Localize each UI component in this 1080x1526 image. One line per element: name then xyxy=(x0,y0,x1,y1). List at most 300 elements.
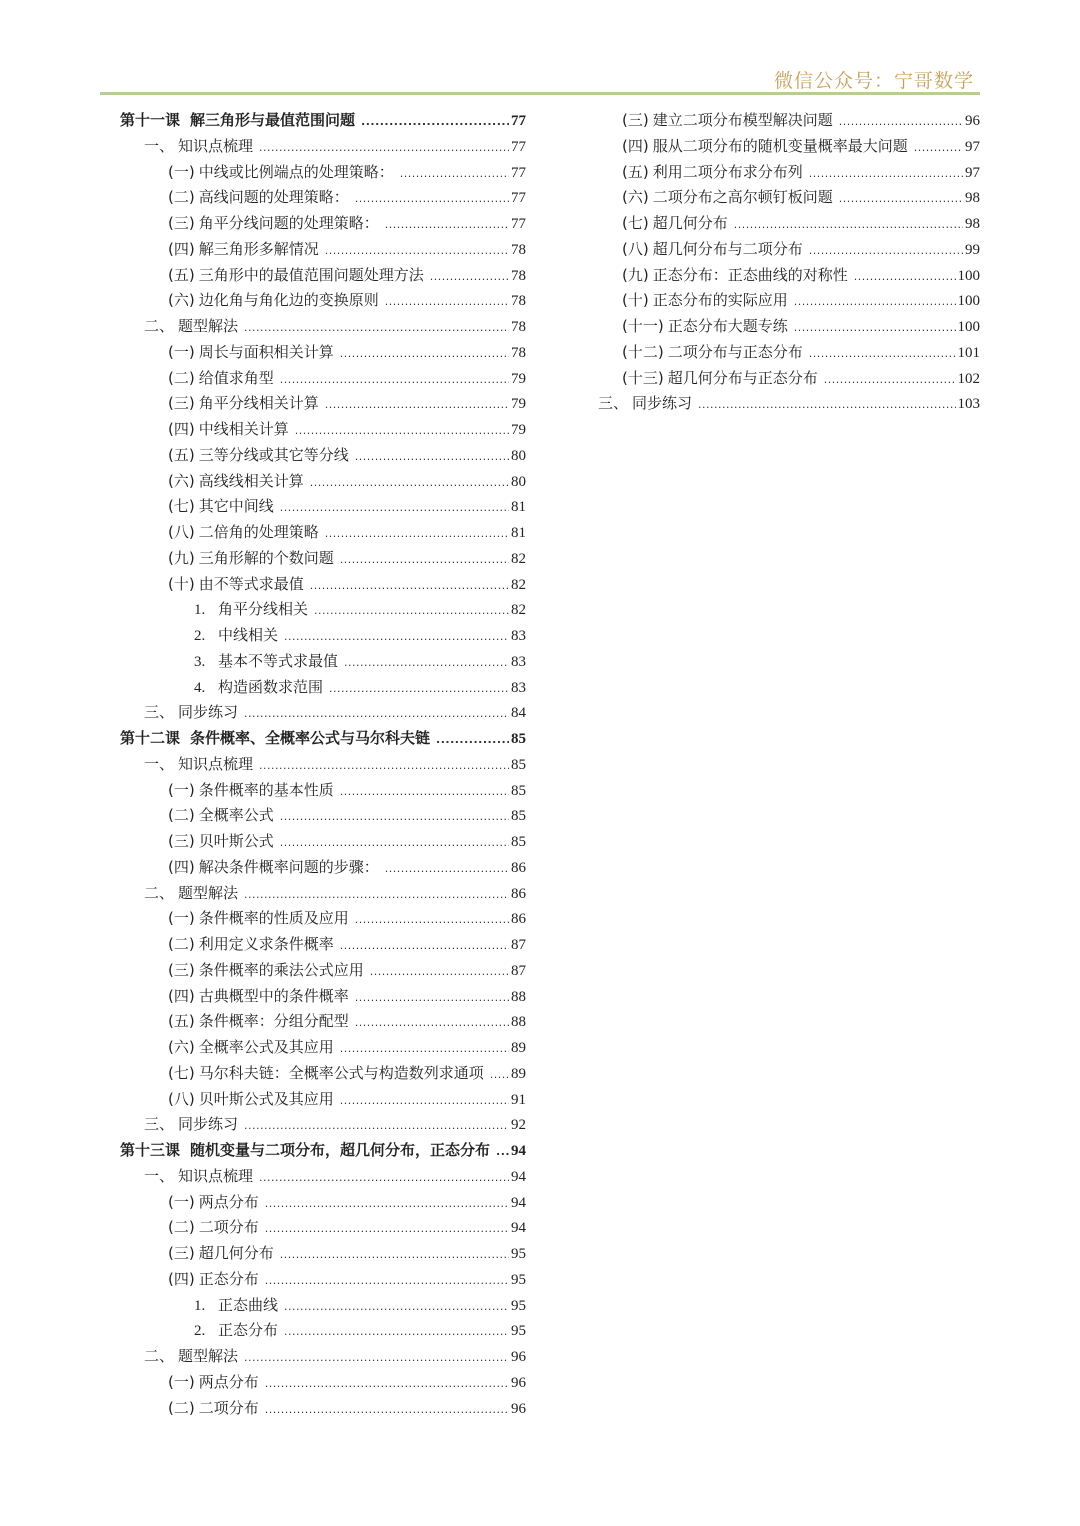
dot-leader xyxy=(259,753,509,779)
dot-leader xyxy=(280,495,509,521)
toc-entry-number: (五) xyxy=(168,265,195,284)
toc-entry-page: 79 xyxy=(511,396,526,413)
toc-entry-page: 89 xyxy=(511,1065,526,1082)
dot-leader xyxy=(344,650,509,676)
dot-leader xyxy=(340,1036,509,1062)
toc-entry-page: 102 xyxy=(957,370,980,387)
toc-entry[interactable] xyxy=(598,237,980,263)
toc-entry-title: 随机变量与二项分布，超几何分布，正态分布 xyxy=(190,1141,491,1159)
toc-entry-title: 由不等式求最值 xyxy=(198,574,304,593)
toc-entry-page: 100 xyxy=(957,293,980,310)
dot-leader xyxy=(280,830,509,856)
toc-entry[interactable] xyxy=(598,366,980,392)
toc-entry-title: 两点分布 xyxy=(198,1372,259,1391)
toc-entry[interactable] xyxy=(120,984,526,1010)
toc-entry-number: (一) xyxy=(168,342,195,361)
toc-entry-page: 96 xyxy=(965,113,980,129)
dot-leader xyxy=(244,882,509,908)
toc-entry-number: (二) xyxy=(168,935,195,953)
toc-entry-number: (四) xyxy=(168,857,195,876)
toc-entry-number: 二、 xyxy=(144,317,175,335)
toc-entry-page: 83 xyxy=(511,653,526,670)
toc-entry[interactable] xyxy=(120,237,526,263)
toc-entry[interactable] xyxy=(120,546,526,572)
toc-entry-title: 角平分线相关计算 xyxy=(198,394,319,413)
toc-entry-number: (三) xyxy=(168,394,195,413)
toc-entry-page: 80 xyxy=(511,473,526,490)
toc-entry-number: 一、 xyxy=(144,754,175,773)
toc-entry-page: 85 xyxy=(511,756,526,773)
toc-entry-number: (六) xyxy=(622,188,649,207)
toc-entry[interactable] xyxy=(120,1370,526,1396)
toc-entry-number: (十) xyxy=(622,291,649,310)
toc-entry-page: 83 xyxy=(511,628,526,644)
dot-leader xyxy=(265,1371,509,1397)
dot-leader xyxy=(809,238,963,264)
toc-entry-number: 一、 xyxy=(144,136,175,155)
toc-entry[interactable] xyxy=(120,778,526,804)
toc-entry-title: 三角形中的最值范围问题处理方法 xyxy=(198,265,424,284)
toc-entry[interactable] xyxy=(598,391,980,417)
toc-entry[interactable] xyxy=(120,1267,526,1293)
dot-leader xyxy=(310,573,509,599)
toc-entry-number: (五) xyxy=(168,445,195,464)
dot-leader xyxy=(325,521,509,547)
toc-entry-page: 95 xyxy=(511,1323,526,1340)
toc-entry-page: 88 xyxy=(511,1014,526,1031)
toc-entry-number: (二) xyxy=(168,806,195,825)
toc-entry-page: 79 xyxy=(511,370,526,387)
toc-entry-title: 条件概率、全概率公式与马尔科夫链 xyxy=(190,729,431,747)
toc-entry[interactable] xyxy=(598,263,980,289)
dot-leader xyxy=(280,1242,509,1268)
toc-entry[interactable] xyxy=(120,443,526,469)
toc-entry-page: 89 xyxy=(511,1040,526,1056)
dot-leader xyxy=(385,212,509,238)
toc-entry[interactable] xyxy=(120,700,526,726)
dot-leader xyxy=(809,341,956,367)
toc-entry[interactable] xyxy=(120,1035,526,1061)
toc-entry-page: 77 xyxy=(511,113,526,129)
toc-entry-number: (八) xyxy=(168,523,195,541)
dot-leader xyxy=(914,135,963,161)
dot-leader xyxy=(325,238,509,264)
toc-entry-number: 4. xyxy=(194,679,206,696)
dot-leader xyxy=(355,1010,509,1036)
toc-entry[interactable] xyxy=(120,1112,526,1138)
dot-leader xyxy=(310,470,509,496)
dot-leader xyxy=(340,779,509,805)
toc-entry-number: (三) xyxy=(168,1244,195,1262)
toc-entry-title: 利用定义求条件概率 xyxy=(198,935,334,953)
toc-entry-title: 角平分线相关 xyxy=(218,600,309,619)
toc-entry-page: 80 xyxy=(511,447,526,464)
dot-leader xyxy=(496,1139,509,1165)
toc-entry-number: (一) xyxy=(168,162,195,181)
dot-leader xyxy=(355,907,509,933)
toc-entry[interactable] xyxy=(120,366,526,392)
toc-entry[interactable] xyxy=(120,1061,526,1087)
toc-entry-number: (二) xyxy=(168,1398,195,1417)
dot-leader xyxy=(824,367,956,393)
toc-entry-number: (八) xyxy=(622,239,649,258)
toc-entry-title: 超几何分布 xyxy=(198,1244,274,1262)
dot-leader xyxy=(280,367,509,393)
toc-entry[interactable] xyxy=(120,1396,526,1422)
toc-entry-page: 82 xyxy=(511,550,526,567)
toc-entry-title: 正态曲线 xyxy=(218,1295,279,1314)
toc-entry-number: (一) xyxy=(168,909,195,928)
toc-entry-title: 超几何分布与二项分布 xyxy=(652,239,803,258)
toc-entry[interactable] xyxy=(598,160,980,186)
toc-entry-page: 97 xyxy=(965,164,980,181)
toc-entry-page: 91 xyxy=(511,1091,526,1108)
toc-entry-title: 高线问题的处理策略： xyxy=(198,188,349,207)
dot-leader xyxy=(314,598,509,624)
toc-entry[interactable] xyxy=(120,211,526,237)
toc-entry-title: 给值求角型 xyxy=(198,368,274,387)
dot-leader xyxy=(430,264,509,290)
toc-entry-title: 三角形解的个数问题 xyxy=(198,548,334,567)
toc-entry-page: 101 xyxy=(957,344,980,361)
toc-entry-number: (七) xyxy=(168,497,195,516)
toc-entry-page: 100 xyxy=(957,319,980,335)
toc-entry-number: 三、 xyxy=(144,703,175,722)
toc-entry[interactable] xyxy=(598,211,980,237)
toc-entry-number: 1. xyxy=(194,1297,206,1314)
toc-entry-page: 92 xyxy=(511,1117,526,1134)
toc-entry[interactable] xyxy=(120,958,526,984)
toc-entry-page: 87 xyxy=(511,937,526,953)
toc-entry-number: (二) xyxy=(168,1218,195,1237)
toc-entry[interactable] xyxy=(120,134,526,160)
toc-entry[interactable] xyxy=(120,881,526,907)
toc-entry-page: 86 xyxy=(511,911,526,928)
toc-entry-number: (四) xyxy=(622,136,649,155)
toc-entry-page: 82 xyxy=(511,576,526,593)
toc-entry-page: 98 xyxy=(965,216,980,232)
toc-entry[interactable] xyxy=(598,314,980,340)
toc-entry-title: 周长与面积相关计算 xyxy=(198,342,334,361)
toc-entry[interactable] xyxy=(120,752,526,778)
dot-leader xyxy=(370,959,509,985)
toc-entry-page: 77 xyxy=(511,216,526,232)
toc-entry[interactable] xyxy=(120,675,526,701)
toc-entry-title: 服从二项分布的随机变量概率最大问题 xyxy=(652,136,908,155)
toc-entry-number: 1. xyxy=(194,602,206,619)
toc-entry-title: 正态分布大题专练 xyxy=(667,317,788,335)
dot-leader xyxy=(854,264,956,290)
toc-entry[interactable] xyxy=(120,185,526,211)
dot-leader xyxy=(355,444,509,470)
toc-entry[interactable] xyxy=(120,906,526,932)
toc-entry-number: (十三) xyxy=(622,368,664,387)
toc-entry-page: 77 xyxy=(511,164,526,181)
toc-entry-number: (四) xyxy=(168,239,195,258)
toc-entry[interactable] xyxy=(598,340,980,366)
toc-entry-page: 96 xyxy=(511,1374,526,1391)
dot-leader xyxy=(259,1165,509,1191)
toc-entry-page: 81 xyxy=(511,499,526,516)
toc-entry-number: (二) xyxy=(168,188,195,207)
toc-entry-page: 84 xyxy=(511,705,526,722)
dot-leader xyxy=(265,1397,509,1423)
toc-entry-title: 二项分布 xyxy=(198,1218,259,1237)
toc-entry-number: (三) xyxy=(168,832,195,850)
toc-entry-number: 2. xyxy=(194,1323,206,1340)
toc-entry-number: (九) xyxy=(622,265,649,284)
toc-entry[interactable] xyxy=(120,160,526,186)
toc-entry[interactable] xyxy=(120,855,526,881)
toc-entry-title: 题型解法 xyxy=(178,883,239,902)
toc-entry-page: 85 xyxy=(511,808,526,825)
toc-entry-title: 条件概率：分组分配型 xyxy=(198,1012,349,1031)
dot-leader xyxy=(436,727,509,753)
toc-entry[interactable] xyxy=(120,520,526,546)
toc-entry-page: 95 xyxy=(511,1297,526,1314)
toc-entry-title: 超几何分布 xyxy=(652,214,728,232)
toc-entry[interactable] xyxy=(120,1344,526,1370)
toc-entry[interactable] xyxy=(120,263,526,289)
toc-entry-title: 建立二项分布模型解决问题 xyxy=(652,111,833,129)
toc-entry-number: (六) xyxy=(168,471,195,490)
toc-entry-number: 第十二课 xyxy=(120,729,181,747)
dot-leader xyxy=(265,1268,509,1294)
toc-entry-page: 100 xyxy=(957,267,980,284)
toc-entry-number: 3. xyxy=(194,653,206,670)
toc-entry-title: 古典概型中的条件概率 xyxy=(198,986,349,1005)
toc-entry[interactable] xyxy=(120,649,526,675)
toc-entry-number: (三) xyxy=(168,214,195,232)
toc-entry-number: (一) xyxy=(168,1192,195,1211)
toc-entry-page: 85 xyxy=(511,834,526,850)
toc-entry-title: 三等分线或其它等分线 xyxy=(198,445,349,464)
dot-leader xyxy=(839,109,963,135)
dot-leader xyxy=(280,804,509,830)
toc-entry[interactable] xyxy=(120,494,526,520)
header-rule xyxy=(100,92,980,95)
toc-lesson-entry[interactable] xyxy=(120,726,526,752)
toc-entry-page: 103 xyxy=(957,396,980,413)
toc-entry-number: (六) xyxy=(168,291,195,310)
dot-leader xyxy=(385,289,509,315)
toc-entry-page: 83 xyxy=(511,679,526,696)
toc-entry-title: 解三角形多解情况 xyxy=(198,239,319,258)
toc-entry[interactable] xyxy=(120,1087,526,1113)
toc-entry[interactable] xyxy=(120,340,526,366)
toc-entry[interactable] xyxy=(120,572,526,598)
toc-entry[interactable] xyxy=(120,1318,526,1344)
dot-leader xyxy=(340,341,509,367)
toc-entry[interactable] xyxy=(120,469,526,495)
toc-entry-page: 77 xyxy=(511,190,526,207)
toc-entry-number: 二、 xyxy=(144,1347,175,1365)
toc-entry-page: 96 xyxy=(511,1349,526,1365)
toc-entry-title: 题型解法 xyxy=(178,317,239,335)
toc-entry-number: 二、 xyxy=(144,883,175,902)
toc-entry-title: 解决条件概率问题的步骤： xyxy=(198,857,379,876)
toc-column-left xyxy=(120,108,526,1421)
dot-leader xyxy=(244,701,509,727)
toc-entry-title: 二项分布与正态分布 xyxy=(667,342,803,361)
toc-entry-number: (五) xyxy=(622,162,649,181)
toc-entry-page: 94 xyxy=(511,1168,526,1185)
dot-leader xyxy=(325,392,509,418)
toc-entry-page: 82 xyxy=(511,602,526,619)
toc-entry-number: (三) xyxy=(622,111,649,129)
toc-entry[interactable] xyxy=(120,288,526,314)
dot-leader xyxy=(329,676,509,702)
toc-entry-title: 中线相关计算 xyxy=(198,420,289,438)
toc-entry-number: 第十三课 xyxy=(120,1141,181,1159)
dot-leader xyxy=(259,135,509,161)
toc-entry-title: 二项分布 xyxy=(198,1398,259,1417)
toc-entry-title: 基本不等式求最值 xyxy=(218,651,339,670)
toc-entry-title: 贝叶斯公式及其应用 xyxy=(198,1089,334,1108)
toc-entry-page: 85 xyxy=(511,782,526,799)
toc-entry-title: 利用二项分布求分布列 xyxy=(652,162,803,181)
toc-entry[interactable] xyxy=(120,1293,526,1319)
dot-leader xyxy=(340,933,509,959)
toc-entry-title: 边化角与角化边的变换原则 xyxy=(198,291,379,310)
dot-leader xyxy=(284,1319,509,1345)
toc-entry-number: (五) xyxy=(168,1012,195,1031)
dot-leader xyxy=(361,109,509,135)
toc-entry-page: 95 xyxy=(511,1271,526,1288)
toc-column-right xyxy=(598,108,980,417)
toc-entry-page: 78 xyxy=(511,267,526,284)
toc-entry-page: 86 xyxy=(511,859,526,876)
toc-entry[interactable] xyxy=(598,134,980,160)
toc-lesson-entry[interactable] xyxy=(120,108,526,134)
toc-entry-page: 95 xyxy=(511,1246,526,1262)
toc-entry-number: 2. xyxy=(194,628,206,644)
toc-entry-page: 99 xyxy=(965,241,980,258)
header-title: 微信公众号：宁哥数学 xyxy=(773,70,974,92)
toc-entry[interactable] xyxy=(120,1164,526,1190)
toc-entry-title: 中线或比例端点的处理策略： xyxy=(198,162,394,181)
toc-entry-title: 二倍角的处理策略 xyxy=(198,523,319,541)
dot-leader xyxy=(385,856,509,882)
toc-entry-page: 86 xyxy=(511,885,526,902)
toc-entry-title: 正态分布 xyxy=(198,1269,259,1288)
dot-leader xyxy=(340,1088,509,1114)
toc-entry-page: 78 xyxy=(511,319,526,335)
toc-entry[interactable] xyxy=(120,417,526,443)
dot-leader xyxy=(355,985,509,1011)
toc-entry-number: (六) xyxy=(168,1038,195,1056)
toc-entry-number: (七) xyxy=(168,1063,195,1082)
dot-leader xyxy=(400,161,509,187)
toc-entry[interactable] xyxy=(120,597,526,623)
toc-entry-number: (七) xyxy=(622,214,649,232)
toc-entry-title: 全概率公式 xyxy=(198,806,274,825)
toc-entry-title: 正态分布的实际应用 xyxy=(652,291,788,310)
toc-entry-page: 88 xyxy=(511,988,526,1005)
toc-entry-number: (十) xyxy=(168,574,195,593)
toc-entry-title: 知识点梳理 xyxy=(178,1166,254,1185)
toc-entry-page: 94 xyxy=(511,1143,526,1159)
toc-entry-number: (四) xyxy=(168,420,195,438)
toc-entry-page: 98 xyxy=(965,190,980,207)
toc-entry-number: 三、 xyxy=(598,394,629,413)
toc-entry-page: 87 xyxy=(511,962,526,979)
toc-entry[interactable] xyxy=(598,185,980,211)
dot-leader xyxy=(265,1216,509,1242)
toc-entry[interactable] xyxy=(120,1009,526,1035)
dot-leader xyxy=(698,392,955,418)
toc-entry-title: 中线相关 xyxy=(218,626,279,644)
toc-entry-page: 79 xyxy=(511,422,526,438)
dot-leader xyxy=(794,315,956,341)
toc-entry-title: 知识点梳理 xyxy=(178,136,254,155)
toc-entry-page: 78 xyxy=(511,344,526,361)
toc-entry[interactable] xyxy=(598,108,980,134)
dot-leader xyxy=(839,186,963,212)
toc-entry-title: 贝叶斯公式 xyxy=(198,832,274,850)
dot-leader xyxy=(794,289,956,315)
dot-leader xyxy=(295,418,509,444)
toc-entry-title: 构造函数求范围 xyxy=(218,677,324,696)
toc-entry-number: (二) xyxy=(168,368,195,387)
toc-entry-number: (八) xyxy=(168,1089,195,1108)
toc-entry-number: 一、 xyxy=(144,1166,175,1185)
toc-lesson-entry[interactable] xyxy=(120,1138,526,1164)
toc-entry-title: 同步练习 xyxy=(632,394,693,413)
dot-leader xyxy=(734,212,963,238)
toc-entry-title: 高线线相关计算 xyxy=(198,471,304,490)
toc-entry-number: (一) xyxy=(168,1372,195,1391)
toc-entry[interactable] xyxy=(120,1190,526,1216)
toc-entry-title: 条件概率的性质及应用 xyxy=(198,909,349,928)
toc-entry-title: 其它中间线 xyxy=(198,497,274,516)
toc-entry-title: 正态分布：正态曲线的对称性 xyxy=(652,265,848,284)
toc-entry[interactable] xyxy=(120,932,526,958)
toc-entry-title: 二项分布之高尔顿钉板问题 xyxy=(652,188,833,207)
toc-entry-page: 78 xyxy=(511,241,526,258)
toc-entry[interactable] xyxy=(120,623,526,649)
dot-leader xyxy=(265,1191,509,1217)
toc-entry-page: 78 xyxy=(511,293,526,310)
dot-leader xyxy=(284,1294,509,1320)
toc-entry-title: 题型解法 xyxy=(178,1347,239,1365)
toc-entry-page: 77 xyxy=(511,138,526,155)
toc-entry-title: 全概率公式及其应用 xyxy=(198,1038,334,1056)
toc-entry[interactable] xyxy=(120,803,526,829)
toc-entry[interactable] xyxy=(120,1215,526,1241)
dot-leader xyxy=(809,161,963,187)
toc-entry-number: 三、 xyxy=(144,1115,175,1134)
dot-leader xyxy=(244,1113,509,1139)
toc-entry[interactable] xyxy=(120,1241,526,1267)
toc-entry-number: (一) xyxy=(168,780,195,799)
toc-entry-title: 正态分布 xyxy=(218,1321,279,1340)
toc-entry-number: (十一) xyxy=(622,317,664,335)
toc-entry-page: 81 xyxy=(511,525,526,541)
toc-entry[interactable] xyxy=(120,391,526,417)
toc-entry[interactable] xyxy=(598,288,980,314)
toc-entry[interactable] xyxy=(120,314,526,340)
toc-entry-title: 解三角形与最值范围问题 xyxy=(190,111,356,129)
toc-entry-title: 角平分线问题的处理策略： xyxy=(198,214,379,232)
toc-entry-title: 马尔科夫链：全概率公式与构造数列求通项 xyxy=(198,1063,484,1082)
toc-entry-page: 97 xyxy=(965,138,980,155)
toc-entry-page: 96 xyxy=(511,1400,526,1417)
toc-entry-page: 94 xyxy=(511,1220,526,1237)
toc-entry-number: (三) xyxy=(168,960,195,979)
toc-entry[interactable] xyxy=(120,829,526,855)
toc-entry-title: 超几何分布与正态分布 xyxy=(667,368,818,387)
